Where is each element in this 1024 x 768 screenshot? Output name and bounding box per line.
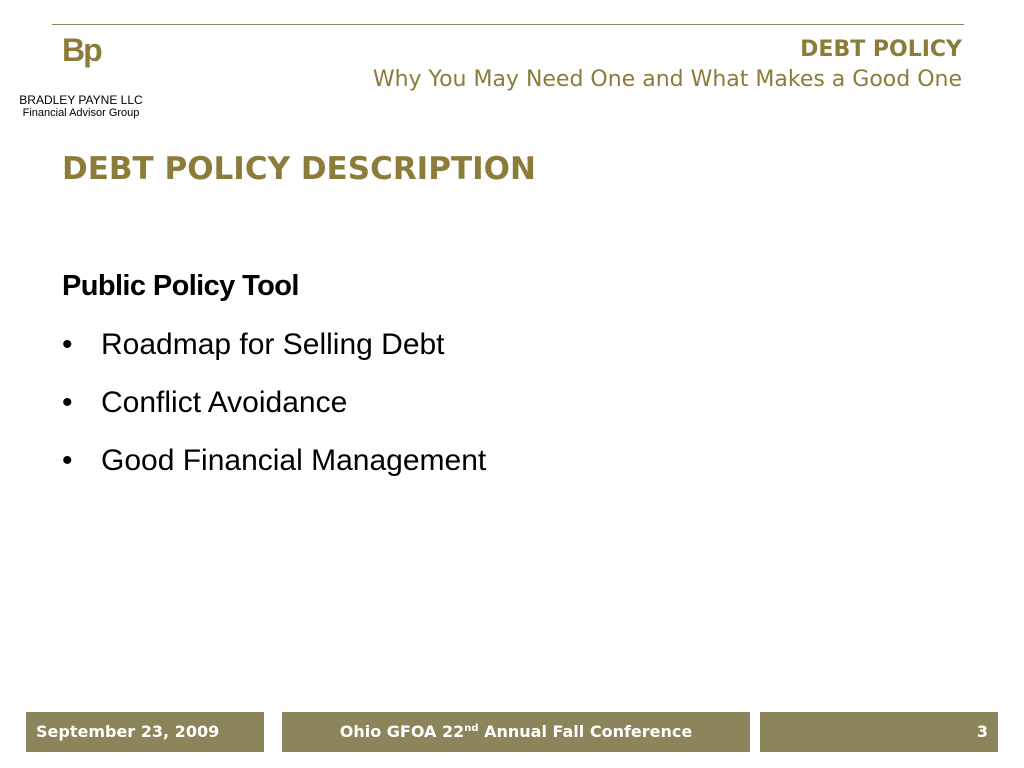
header-subtitle: Why You May Need One and What Makes a Good One xyxy=(372,67,962,92)
footer-date-text: September 23, 2009 xyxy=(36,722,220,741)
bullet-text: Good Financial Management xyxy=(101,444,487,477)
footer-conference-prefix: Ohio GFOA 22 xyxy=(339,722,465,741)
footer-conference xyxy=(282,712,750,752)
footer-conference-suffix: Annual Fall Conference xyxy=(478,722,693,741)
footer-conference-ordinal: nd xyxy=(464,723,479,734)
bullet-icon: • xyxy=(62,386,73,419)
footer-page-number xyxy=(760,712,998,752)
header-title: DEBT POLICY xyxy=(800,37,962,62)
company-tagline: Financial Advisor Group xyxy=(22,107,140,119)
footer-date xyxy=(26,712,264,752)
bullet-text: Roadmap for Selling Debt xyxy=(101,328,445,361)
bullet-icon: • xyxy=(62,328,73,361)
company-logo-mark: Bp xyxy=(62,32,101,68)
bullet-icon: • xyxy=(62,444,73,477)
section-title: DEBT POLICY DESCRIPTION xyxy=(62,151,536,187)
page-number: 3 xyxy=(976,722,988,741)
company-name: BRADLEY PAYNE LLC xyxy=(19,93,143,107)
header-rule xyxy=(52,24,964,25)
bullet-text: Conflict Avoidance xyxy=(101,386,348,419)
subheading: Public Policy Tool xyxy=(62,270,299,302)
